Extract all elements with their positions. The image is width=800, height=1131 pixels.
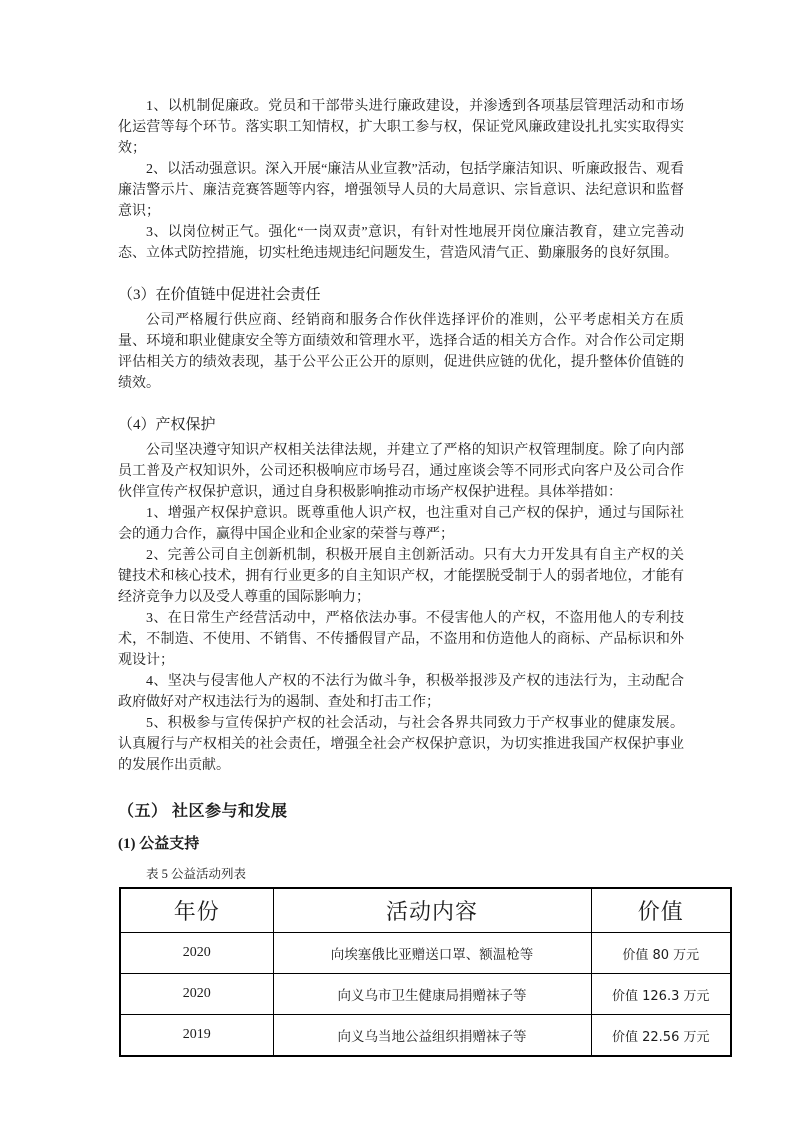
table-header-value: 价值 [591,888,731,933]
public-welfare-table [119,887,732,1057]
table-cell-value: 价值 22.56 万元 [591,1015,731,1057]
paragraph-ipr-intro: 公司坚决遵守知识产权相关法律法规，并建立了严格的知识产权管理制度。除了向内部员工普及产权知识外，公司还积极响应市场号召，通过座谈会等不同形式向客户及公司合作伙伴宣传产权保护意识，通过自身积极影响推动市场产权保护进程。具体举措如： [118,443,684,500]
table-cell-activity: 向埃塞俄比亚赠送口罩、额温枪等 [273,933,591,974]
section-heading-value-chain: （3）在价值链中促进社会责任 [118,287,321,303]
table-cell-year: 2020 [120,974,273,1015]
paragraph-ipr-item-1: 1、增强产权保护意识。既尊重他人识产权，也注重对自己产权的保护，通过与国际社会的通力合作，赢得中国企业和企业家的荣誉与尊严； [118,506,684,542]
paragraph-ipr-item-2: 2、完善公司自主创新机制，积极开展自主创新活动。只有大力开发具有自主产权的关键技术和核心技术，拥有行业更多的自主知识产权，才能摆脱受制于人的弱者地位，才能有经济竞争力以及受人尊重的国际影响力； [118,548,684,605]
paragraph-ipr-item-4: 4、坚决与侵害他人产权的不法行为做斗争，积极举报涉及产权的违法行为，主动配合政府做好对产权违法行为的遏制、查处和打击工作； [118,674,684,710]
table-row [120,1015,731,1057]
document-content [118,96,710,1057]
table-cell-year: 2019 [120,1015,273,1057]
table-header-year: 年份 [120,888,273,933]
paragraph-ipr-item-5: 5、积极参与宣传保护产权的社会活动，与社会各界共同致力于产权事业的健康发展。认真履行与产权相关的社会责任，增强全社会产权保护意识，为切实推进我国产权保护事业的发展作出贡献。 [118,716,684,773]
table-cell-value: 价值 126.3 万元 [591,974,731,1015]
subsection-heading-public-welfare: (1) 公益支持 [118,836,200,852]
paragraph-integrity-position: 3、以岗位树正气。强化“一岗双责”意识，有针对性地展开岗位廉洁教育，建立完善动态、立体式防控措施，切实杜绝违规违纪问题发生，营造风清气正、勤廉服务的良好氛围。 [118,225,684,261]
section-heading-community: （五） 社区参与和发展 [118,803,288,820]
paragraph-integrity-activity: 2、以活动强意识。深入开展“廉洁从业宣教”活动，包括学廉洁知识、听廉政报告、观看廉洁警示片、廉洁竞赛答题等内容，增强领导人员的大局意识、宗旨意识、法纪意识和监督意识； [118,162,684,219]
table-header-row [120,888,731,933]
table-cell-year: 2020 [120,933,273,974]
table-cell-activity: 向义乌当地公益组织捐赠袜子等 [273,1015,591,1057]
section-heading-property-rights: （4）产权保护 [118,417,216,433]
table-header-activity: 活动内容 [273,888,591,933]
table-row [120,974,731,1015]
paragraph-integrity-mechanism: 1、以机制促廉政。党员和干部带头进行廉政建设，并渗透到各项基层管理活动和市场化运营等每个环节。落实职工知情权，扩大职工参与权，保证党风廉政建设扎扎实实取得实效； [118,99,684,156]
table-cell-value: 价值 80 万元 [591,933,731,974]
paragraph-ipr-item-3: 3、在日常生产经营活动中，严格依法办事。不侵害他人的产权，不盗用他人的专利技术，不制造、不使用、不销售、不传播假冒产品，不盗用和仿造他人的商标、产品标识和外观设计； [118,611,684,668]
paragraph-value-chain: 公司严格履行供应商、经销商和服务合作伙伴选择评价的准则，公平考虑相关方在质量、环境和职业健康安全等方面绩效和管理水平，选择合适的相关方合作。对合作公司定期评估相关方的绩效表现，基于公平公正公开的原则，促进供应链的优化，提升整体价值链的绩效。 [118,313,684,391]
table-cell-activity: 向义乌市卫生健康局捐赠袜子等 [273,974,591,1015]
table-caption: 表 5 公益活动列表 [146,867,247,881]
table-row [120,933,731,974]
